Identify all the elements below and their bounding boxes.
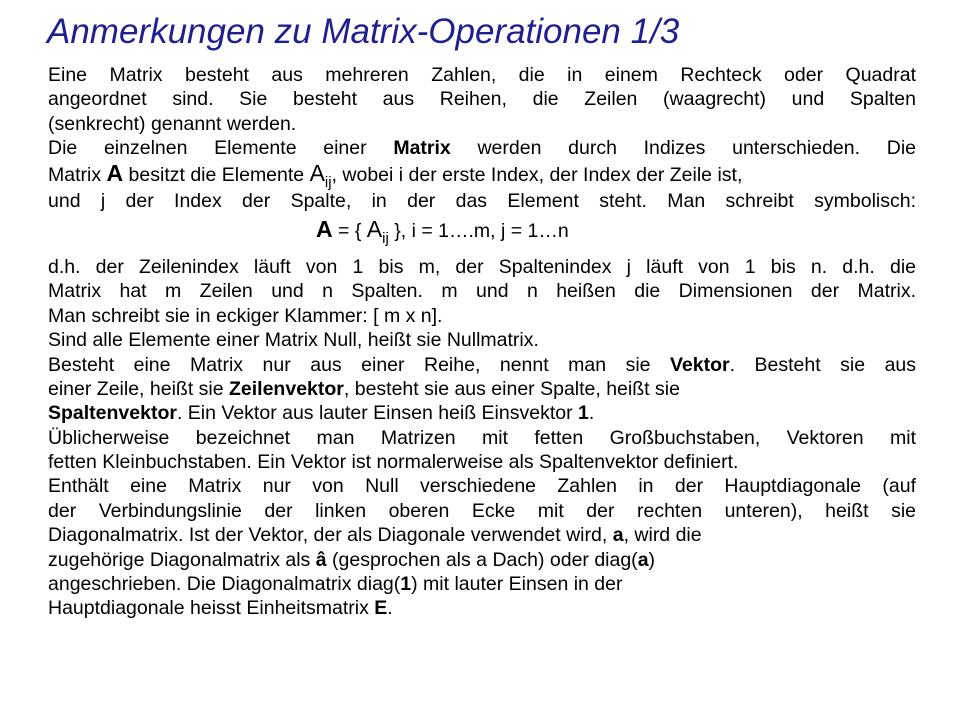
text-line: Eine Matrix besteht aus mehreren Zahlen, die in einem Rechteck oder Quadrat bbox=[48, 64, 916, 86]
bold-term: E bbox=[374, 597, 388, 620]
formula-subscript: ij bbox=[382, 229, 389, 247]
text-run: Besteht eine Matrix nur aus einer Reihe, nennt man sie bbox=[48, 353, 670, 376]
text-line bbox=[48, 572, 916, 596]
bold-term: 1 bbox=[400, 573, 412, 596]
text-line: Üblicherweise bezeichnet man Matrizen mit fetten Großbuchstaben, Vektoren mit bbox=[48, 426, 916, 449]
text-line bbox=[48, 596, 916, 620]
text-run: ) mit lauter Einsen in der bbox=[411, 573, 623, 596]
text-line bbox=[48, 523, 916, 547]
text-run: angeschrieben. Die Diagonalmatrix diag( bbox=[48, 573, 401, 596]
text-run: , wobei i der erste Index, der Index der Zeile ist, bbox=[331, 163, 743, 186]
slide-body bbox=[48, 63, 916, 621]
text-run: Hauptdiagonale heisst Einheitsmatrix bbox=[48, 597, 375, 620]
text-run: . Besteht sie aus bbox=[729, 353, 916, 376]
text-line bbox=[48, 377, 916, 401]
text-line: d.h. der Zeilenindex läuft von 1 bis m, der Spaltenindex j läuft von 1 bis n. d.h. die bbox=[48, 255, 916, 278]
text-run: werden durch Indizes unterschieden. Die bbox=[450, 137, 916, 160]
formula-text: }, i = 1….m, j = 1…n bbox=[388, 219, 569, 242]
matrix-symbol: A bbox=[106, 159, 124, 186]
bold-term: a bbox=[637, 548, 649, 571]
text-line: der Verbindungslinie der linken oberen Ecke mit der rechten unteren), heißt sie bbox=[48, 499, 916, 522]
text-run: . Ein Vektor aus lauter Einsen heiß Einsvektor bbox=[176, 402, 579, 425]
formula-text: = { bbox=[332, 219, 367, 242]
element-subscript: ij bbox=[324, 173, 332, 191]
bold-term: 1 bbox=[578, 402, 589, 425]
bold-term: Spaltenvektor bbox=[48, 402, 177, 425]
formula bbox=[48, 213, 916, 255]
bold-term: Zeilenvektor bbox=[229, 377, 344, 400]
text-line bbox=[48, 548, 916, 572]
text-run: Diagonalmatrix. Ist der Vektor, der als Diagonale verwendet wird, bbox=[48, 524, 613, 547]
text-line: Enthält eine Matrix nur von Null verschiedene Zahlen in der Hauptdiagonale (auf bbox=[48, 475, 916, 498]
bold-term: Vektor bbox=[670, 353, 730, 376]
text-run: zugehörige Diagonalmatrix als bbox=[48, 548, 316, 571]
text-line: angeordnet sind. Sie besteht aus Reihen, die Zeilen (waagrecht) und Spalten bbox=[48, 88, 916, 111]
text-line bbox=[48, 401, 916, 425]
formula-element: A bbox=[366, 215, 383, 242]
text-run: ) bbox=[648, 548, 656, 571]
formula-matrix-symbol: A bbox=[316, 215, 333, 242]
text-line bbox=[48, 161, 916, 189]
bold-term: a bbox=[612, 524, 624, 547]
text-run: (gesprochen als a Dach) oder diag( bbox=[326, 548, 638, 571]
text-run: . bbox=[588, 402, 595, 425]
text-line bbox=[48, 136, 916, 160]
text-run: , besteht sie aus einer Spalte, heißt sie bbox=[343, 377, 680, 400]
slide-title: Anmerkungen zu Matrix-Operationen 1/3 bbox=[47, 12, 680, 51]
text-line bbox=[48, 353, 916, 377]
text-line: Man schreibt sie in eckiger Klammer: [ m x n]. bbox=[48, 304, 443, 327]
text-run: Matrix bbox=[48, 163, 107, 186]
text-line: Sind alle Elemente einer Matrix Null, heißt sie Nullmatrix. bbox=[48, 329, 539, 352]
text-run: besitzt die Elemente bbox=[123, 163, 310, 186]
text-line: fetten Kleinbuchstaben. Ein Vektor ist normalerweise als Spaltenvektor definiert. bbox=[48, 451, 739, 474]
text-line: (senkrecht) genannt werden. bbox=[48, 112, 297, 135]
bold-term: â bbox=[315, 548, 327, 571]
element-symbol: A bbox=[309, 159, 325, 186]
text-run: . bbox=[387, 597, 393, 620]
bold-term: Matrix bbox=[393, 137, 451, 160]
text-run: Die einzelnen Elemente einer bbox=[48, 137, 394, 160]
text-run: einer Zeile, heißt sie bbox=[48, 377, 229, 400]
text-run: , wird die bbox=[623, 524, 702, 547]
text-line: und j der Index der Spalte, in der das Element steht. Man schreibt symbolisch: bbox=[48, 189, 916, 212]
text-line: Matrix hat m Zeilen und n Spalten. m und n heißen die Dimensionen der Matrix. bbox=[48, 280, 916, 303]
